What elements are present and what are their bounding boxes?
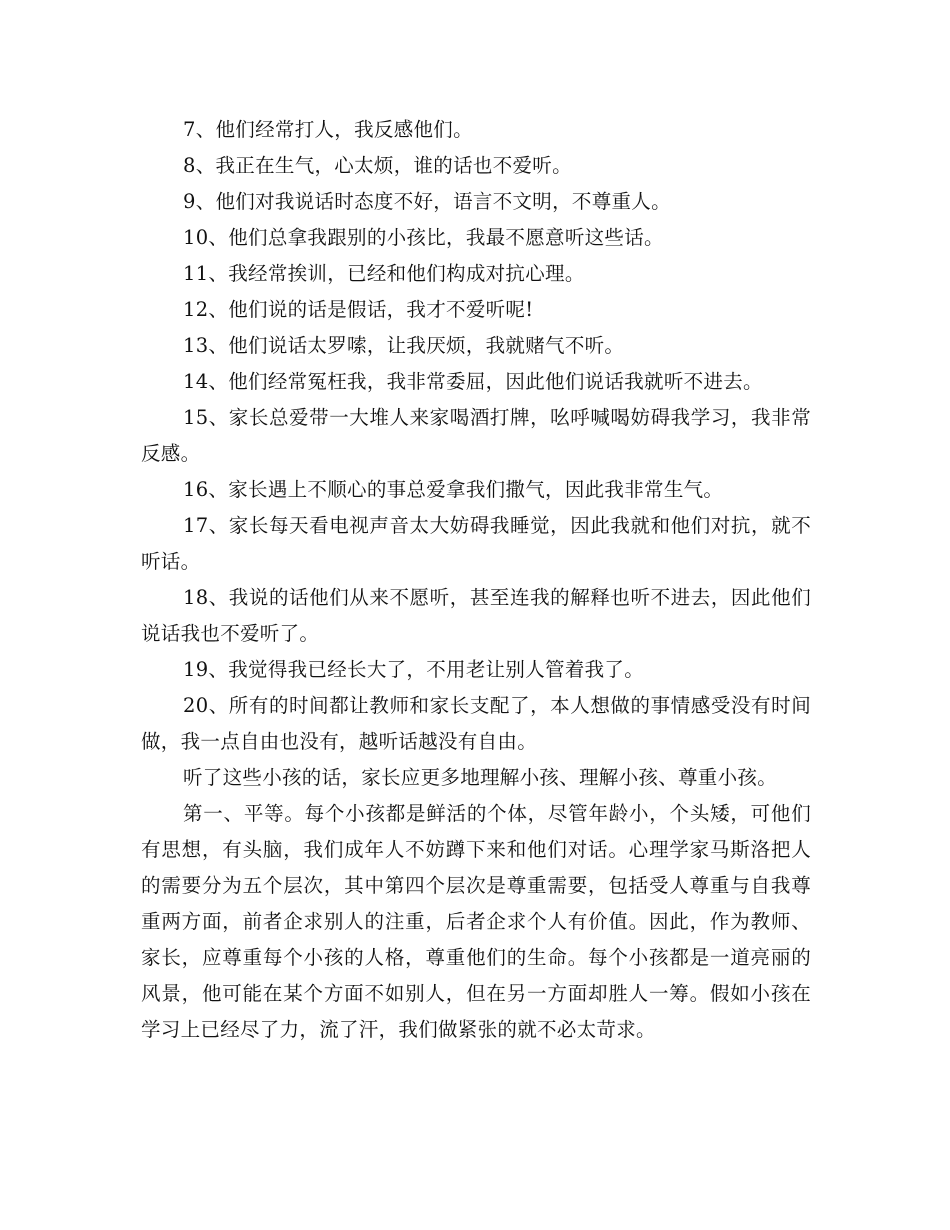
paragraph-item-20: 20、所有的时间都让教师和家长支配了，本人想做的事情感受没有时间做，我一点自由也没有，越听话越没有自由。 [141,694,811,753]
paragraph-item-8: 8、我正在生气，心太烦，谁的话也不爱听。 [183,154,572,177]
paragraph-item-11: 11、我经常挨训，已经和他们构成对抗心理。 [183,262,585,285]
paragraph-item-10: 10、他们总拿我跟别的小孩比，我最不愿意听这些话。 [183,226,664,249]
paragraph-item-9: 9、他们对我说话时态度不好，语言不文明，不尊重人。 [183,190,671,213]
section-paragraph-equality: 第一、平等。每个小孩都是鲜活的个体，尽管年龄小，个头矮，可他们有思想，有头脑，我们成年人不妨蹲下来和他们对话。心理学家马斯洛把人的需要分为五个层次，其中第四个层次是尊重需要，包括受人尊重与自我尊重两方面，前者企求别人的注重，后者企求个人有价值。因此，作为教师、家长，应尊重每个小孩的人格，尊重他们的生命。每个小孩都是一道亮丽的风景，他可能在某个方面不如别人，但在另一方面却胜人一筹。假如小孩在学习上已经尽了力，流了汗，我们做紧张的就不必太苛求。 [141,802,811,1041]
paragraph-item-17: 17、家长每天看电视声音太大妨碍我睡觉，因此我就和他们对抗，就不听话。 [141,514,811,573]
paragraph-item-16: 16、家长遇上不顺心的事总爱拿我们撒气，因此我非常生气。 [183,478,724,501]
paragraph-item-12: 12、他们说的话是假话，我才不爱听呢! [183,298,534,321]
paragraph-item-7: 7、他们经常打人，我反感他们。 [183,118,473,141]
paragraph-item-14: 14、他们经常冤枉我，我非常委屈，因此他们说话我就听不进去。 [183,370,763,393]
document-body [141,112,811,1048]
paragraph-item-13: 13、他们说话太罗嗦，让我厌烦，我就赌气不听。 [183,334,625,357]
summary-paragraph: 听了这些小孩的话，家长应更多地理解小孩、理解小孩、尊重小孩。 [183,766,778,789]
paragraph-item-15: 15、家长总爱带一大堆人来家喝酒打牌，吆呼喊喝妨碍我学习，我非常反感。 [141,406,811,465]
paragraph-item-18: 18、我说的话他们从来不愿听，甚至连我的解释也听不进去，因此他们说话我也不爱听了。 [141,586,811,645]
paragraph-item-19: 19、我觉得我已经长大了，不用老让别人管着我了。 [183,658,645,681]
